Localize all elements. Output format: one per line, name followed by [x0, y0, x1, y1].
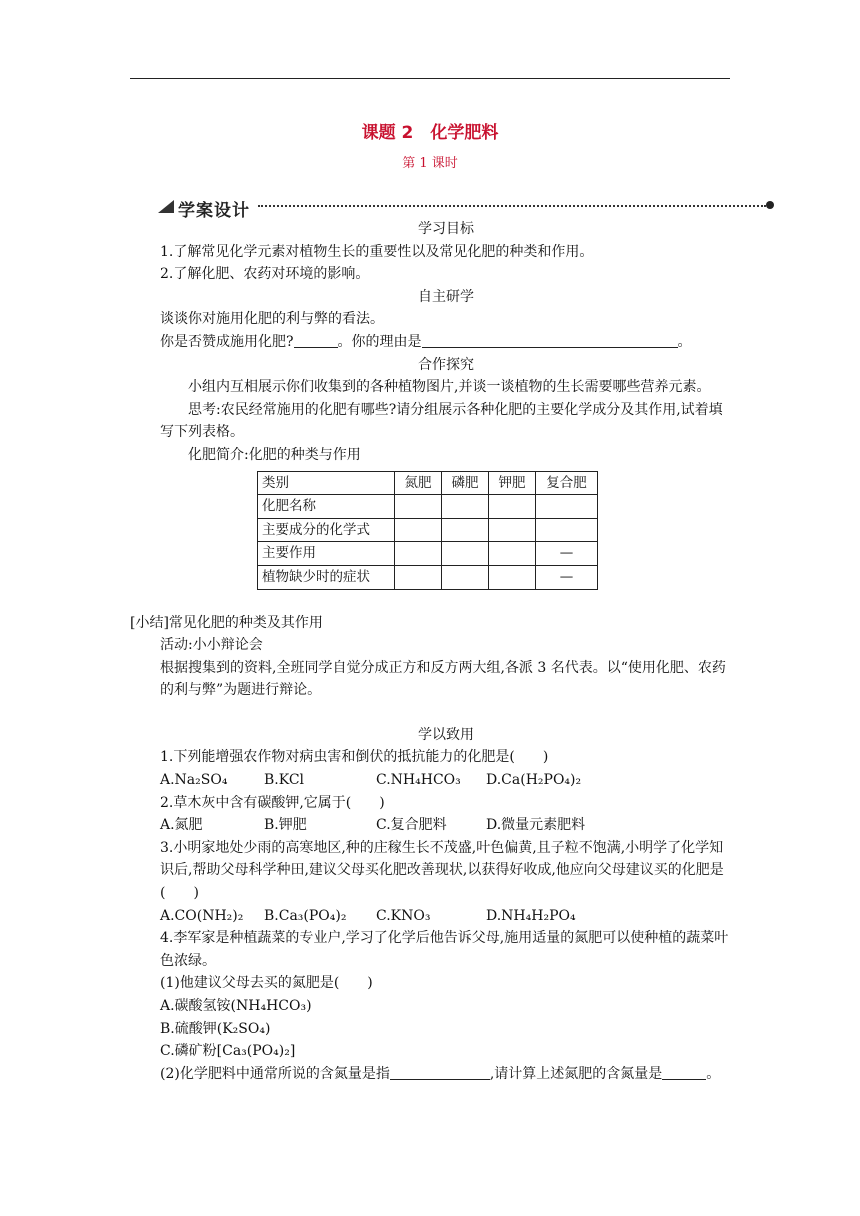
table-row	[258, 542, 598, 566]
table-cell[interactable]	[442, 542, 489, 566]
answer-blank[interactable]	[294, 333, 338, 348]
option[interactable]: A.碳酸氢铵(NH₄HCO₃)	[160, 998, 312, 1014]
option[interactable]: A.Na₂SO₄	[160, 772, 228, 789]
goal-2: 2.了解化肥、农药对环境的影响。	[160, 266, 370, 283]
coop-paragraph-3: 化肥简介:化肥的种类与作用	[188, 446, 361, 463]
option[interactable]: C.KNO₃	[376, 907, 431, 924]
table-cell[interactable]	[395, 542, 442, 566]
option[interactable]: B.KCl	[264, 772, 305, 789]
table-header-row	[258, 471, 598, 495]
option[interactable]: D.NH₄H₂PO₄	[486, 907, 576, 924]
q4-2-text-b: ,请计算上述氮肥的含氮量是	[489, 1065, 663, 1082]
self-study-heading: 自主研学	[418, 288, 474, 305]
self-question-1: 谈谈你对施用化肥的利与弊的看法。	[160, 311, 384, 328]
table-row-label: 主要作用	[258, 542, 395, 566]
goal-1: 1.了解常见化学元素对植物生长的重要性以及常见化肥的种类和作用。	[160, 243, 594, 260]
table-row	[258, 565, 598, 589]
table-cell[interactable]	[489, 518, 536, 542]
table-row	[258, 495, 598, 519]
banner-dot-icon	[766, 201, 774, 209]
question-1: 1.下列能增强农作物对病虫害和倒伏的抵抗能力的化肥是( )	[160, 749, 549, 766]
coop-paragraph-1: 小组内互相展示你们收集到的各种植物图片,并谈一谈植物的生长需要哪些营养元素。	[188, 379, 711, 396]
option[interactable]: C.复合肥料	[376, 817, 447, 834]
question-4-part-2	[160, 1063, 732, 1086]
table-cell[interactable]	[489, 565, 536, 589]
self-q2-text-c: 。	[677, 333, 692, 350]
self-q2-text-b: 。你的理由是	[337, 333, 422, 350]
table-cell: —	[536, 542, 598, 566]
option[interactable]: B.硫酸钾(K₂SO₄)	[160, 1020, 271, 1037]
table-row-label: 植物缺少时的症状	[258, 565, 395, 589]
goals-heading: 学习目标	[418, 221, 474, 237]
option[interactable]: B.Ca₃(PO₄)₂	[264, 907, 347, 924]
table-cell[interactable]	[536, 518, 598, 542]
fertilizer-table	[257, 471, 598, 590]
option[interactable]: D.Ca(H₂PO₄)₂	[486, 772, 582, 789]
page-title: 课题 2 化学肥料	[361, 123, 499, 143]
page-subtitle: 第 1 课时	[402, 156, 458, 171]
fertilizer-table-wrap	[257, 471, 732, 590]
table-row	[258, 518, 598, 542]
coop-paragraph-2: 思考:农民经常施用的化肥有哪些?请分组展示各种化肥的主要化学成分及其作用,试着填写下列表格。	[160, 401, 723, 441]
table-header-cell: 磷肥	[442, 471, 489, 495]
summary-line: [小结]常见化肥的种类及其作用	[130, 614, 323, 631]
banner-dotted-rule	[258, 205, 766, 207]
table-cell[interactable]	[442, 495, 489, 519]
table-cell[interactable]	[442, 518, 489, 542]
table-header-cell: 类别	[258, 471, 395, 495]
activity-title: 活动:小小辩论会	[160, 637, 263, 654]
table-cell[interactable]	[395, 495, 442, 519]
banner-triangle-icon	[158, 200, 174, 213]
option[interactable]: D.微量元素肥料	[486, 817, 586, 834]
question-2-options	[160, 814, 732, 837]
question-4: 4.李军家是种植蔬菜的专业户,学习了化学后他告诉父母,施用适量的氮肥可以使种植的蔬菜叶色浓绿。	[160, 930, 729, 969]
reason-blank[interactable]	[422, 333, 678, 348]
coop-heading: 合作探究	[418, 356, 474, 373]
table-cell: —	[536, 565, 598, 589]
table-cell[interactable]	[489, 542, 536, 566]
table-cell[interactable]	[489, 495, 536, 519]
option[interactable]: A.氮肥	[160, 817, 203, 834]
question-3-options	[160, 905, 732, 928]
nitrogen-percent-blank[interactable]	[662, 1065, 706, 1080]
nitrogen-definition-blank[interactable]	[390, 1065, 490, 1080]
q4-2-text-c: 。	[706, 1065, 721, 1082]
option[interactable]: C.NH₄HCO₃	[376, 772, 461, 789]
option[interactable]: B.钾肥	[264, 817, 307, 834]
table-header-cell: 钾肥	[489, 471, 536, 495]
main-content	[130, 218, 732, 1085]
option[interactable]: C.磷矿粉[Ca₃(PO₄)₂]	[160, 1043, 296, 1060]
question-3: 3.小明家地处少雨的高寒地区,种的庄稼生长不茂盛,叶色偏黄,且子粒不饱满,小明学了化学知识后,帮助父母科学种田,建议父母买化肥改善现状,以获得好收成,他应向父母建议买的化肥是( )	[160, 839, 724, 902]
table-cell[interactable]	[442, 565, 489, 589]
table-cell[interactable]	[536, 495, 598, 519]
activity-text: 根据搜集到的资料,全班同学自觉分成正方和反方两大组,各派 3 名代表。以“使用化肥、农药的利与弊”为题进行辩论。	[160, 659, 726, 699]
table-header-cell: 复合肥	[536, 471, 598, 495]
section-banner	[158, 196, 778, 221]
question-1-options	[160, 769, 732, 792]
table-row-label: 主要成分的化学式	[258, 518, 395, 542]
banner-label: 学案设计	[178, 201, 250, 221]
self-q2-text-a: 你是否赞成施用化肥?	[160, 333, 294, 350]
self-question-2	[160, 331, 732, 354]
q4-2-text-a: (2)化学肥料中通常所说的含氮量是指	[160, 1065, 390, 1082]
option[interactable]: A.CO(NH₂)₂	[160, 907, 244, 924]
question-4-part-1: (1)他建议父母去买的氮肥是( )	[160, 975, 373, 992]
table-row-label: 化肥名称	[258, 495, 395, 519]
apply-heading: 学以致用	[418, 726, 474, 743]
table-cell[interactable]	[395, 518, 442, 542]
question-2: 2.草木灰中含有碳酸钾,它属于( )	[160, 794, 385, 811]
table-cell[interactable]	[395, 565, 442, 589]
header-rule	[130, 78, 730, 79]
table-header-cell: 氮肥	[395, 471, 442, 495]
